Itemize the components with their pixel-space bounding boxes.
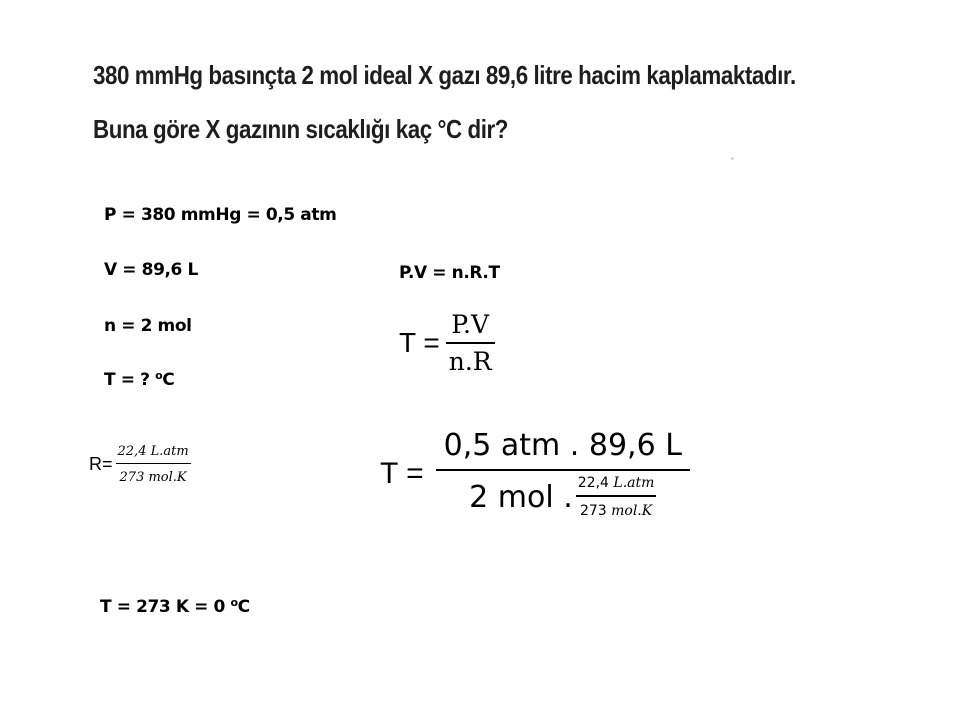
problem-line-2 xyxy=(93,114,508,145)
ideal-gas-law: P.V = n.R.T xyxy=(399,263,500,283)
substitution-r-fraction xyxy=(576,475,657,519)
degree-sup: o xyxy=(230,596,238,609)
rearranged-formula xyxy=(399,310,495,376)
substitution-r-numerator xyxy=(576,475,657,495)
substitution-numerator: 0,5 atm . 89,6 L xyxy=(443,428,682,463)
gas-constant-fraction xyxy=(116,444,191,485)
given-temperature-prefix: T = ? xyxy=(104,370,150,390)
problem-unit: °C xyxy=(437,114,462,144)
substitution-denominator-lead: 2 mol . xyxy=(469,479,573,515)
substitution-lhs: T = xyxy=(380,456,424,490)
scan-speck xyxy=(731,157,734,160)
r-num-unit: L.atm xyxy=(613,475,655,491)
result-unit: C xyxy=(237,597,250,617)
gas-constant-denominator: 273 mol.K xyxy=(119,470,187,485)
substitution-r-denominator xyxy=(578,497,654,519)
given-pressure: P = 380 mmHg = 0,5 atm xyxy=(104,205,337,225)
problem-question-end: dir? xyxy=(461,114,509,144)
result xyxy=(100,596,250,617)
r-num-value: 22,4 xyxy=(577,475,609,491)
given-moles: n = 2 mol xyxy=(104,316,192,336)
rearranged-fraction xyxy=(446,310,495,376)
gas-constant-lhs: R= xyxy=(89,454,113,474)
given-temperature-unit: C xyxy=(162,370,175,390)
rearranged-lhs: T = xyxy=(399,327,440,358)
substitution-denominator xyxy=(469,471,656,519)
rearranged-denominator: n.R xyxy=(448,347,492,376)
substitution-formula xyxy=(380,428,690,519)
problem-line-1: 380 mmHg basınçta 2 mol ideal X gazı 89,6 litre hacim kaplamaktadır. xyxy=(93,60,796,90)
gas-constant xyxy=(89,444,191,485)
given-temperature xyxy=(104,369,174,390)
r-den-unit: mol.K xyxy=(611,503,653,519)
gas-constant-numerator: 22,4 L.atm xyxy=(117,444,189,459)
degree-sup: o xyxy=(155,369,163,382)
result-prefix: T = 273 K = 0 xyxy=(100,597,231,617)
rearranged-numerator: P.V xyxy=(451,310,490,339)
given-volume: V = 89,6 L xyxy=(104,260,198,280)
fraction-bar xyxy=(446,342,495,344)
problem-question: Buna göre X gazının sıcaklığı kaç xyxy=(93,114,438,144)
r-den-value: 273 xyxy=(579,503,607,519)
substitution-fraction xyxy=(436,428,690,519)
